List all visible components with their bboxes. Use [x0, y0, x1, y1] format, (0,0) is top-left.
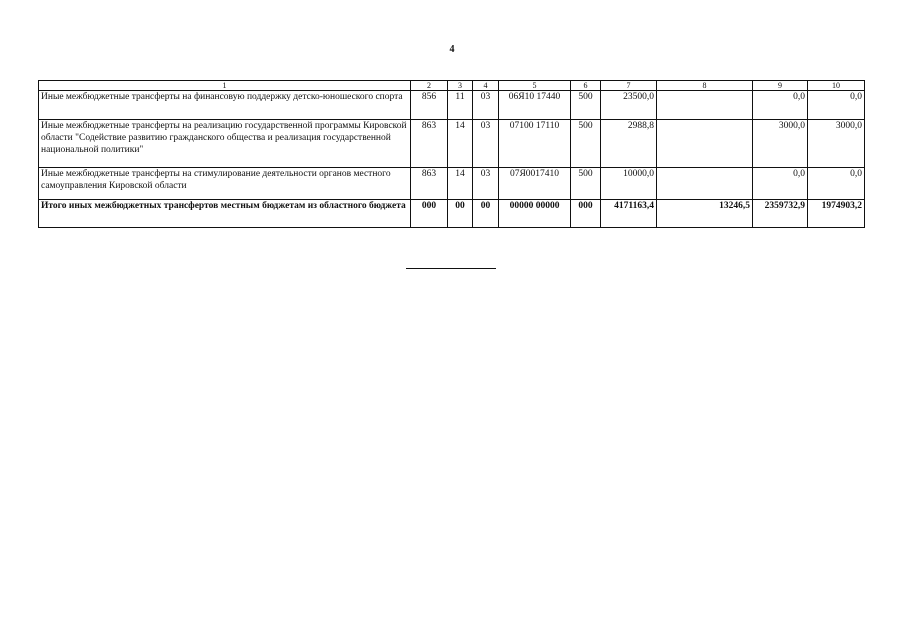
- admin-code: 863: [411, 168, 448, 200]
- row-name: Иные межбюджетные трансферты на стимулирование деятельности органов местного самоуправления Кировской области: [39, 168, 411, 200]
- amount-col-8: [657, 91, 753, 120]
- admin-code: 856: [411, 91, 448, 120]
- total-amount-col-10: 1974903,2: [808, 200, 865, 228]
- amount-col-10: 0,0: [808, 168, 865, 200]
- column-header-2: 2: [411, 81, 448, 91]
- amount-col-8: [657, 120, 753, 168]
- column-header-10: 10: [808, 81, 865, 91]
- column-header-6: 6: [571, 81, 601, 91]
- section-code: 14: [448, 120, 473, 168]
- column-header-8: 8: [657, 81, 753, 91]
- section-code: 11: [448, 91, 473, 120]
- amount-col-8: [657, 168, 753, 200]
- amount-col-7: 2988,8: [601, 120, 657, 168]
- target-article-code: 07100 17110: [499, 120, 571, 168]
- amount-col-9: 0,0: [753, 168, 808, 200]
- expense-type-code: 500: [571, 91, 601, 120]
- amount-col-10: 3000,0: [808, 120, 865, 168]
- amount-col-9: 3000,0: [753, 120, 808, 168]
- total-amount-col-7: 4171163,4: [601, 200, 657, 228]
- target-article-code: 07Я0017410: [499, 168, 571, 200]
- section-code: 14: [448, 168, 473, 200]
- total-name: Итого иных межбюджетных трансфертов местным бюджетам из областного бюджета: [39, 200, 411, 228]
- amount-col-10: 0,0: [808, 91, 865, 120]
- total-subsection-code: 00: [473, 200, 499, 228]
- total-admin-code: 000: [411, 200, 448, 228]
- table-row: [39, 120, 865, 168]
- amount-col-7: 23500,0: [601, 91, 657, 120]
- column-header-9: 9: [753, 81, 808, 91]
- total-expense-type-code: 000: [571, 200, 601, 228]
- column-header-4: 4: [473, 81, 499, 91]
- table-row: [39, 168, 865, 200]
- row-name: Иные межбюджетные трансферты на реализацию государственной программы Кировской области "Содействие развитию гражданского общества и реализация государственной национальной политики": [39, 120, 411, 168]
- transfers-table: [38, 80, 865, 228]
- expense-type-code: 500: [571, 168, 601, 200]
- column-header-5: 5: [499, 81, 571, 91]
- expense-type-code: 500: [571, 120, 601, 168]
- column-header-1: 1: [39, 81, 411, 91]
- amount-col-7: 10000,0: [601, 168, 657, 200]
- separator-line: [406, 268, 496, 269]
- total-amount-col-8: 13246,5: [657, 200, 753, 228]
- subsection-code: 03: [473, 120, 499, 168]
- target-article-code: 06Я10 17440: [499, 91, 571, 120]
- subsection-code: 03: [473, 168, 499, 200]
- column-header-7: 7: [601, 81, 657, 91]
- total-target-article-code: 00000 00000: [499, 200, 571, 228]
- total-row: [39, 200, 865, 228]
- column-number-row: [39, 81, 865, 91]
- amount-col-9: 0,0: [753, 91, 808, 120]
- row-name: Иные межбюджетные трансферты на финансовую поддержку детско-юношеского спорта: [39, 91, 411, 120]
- table-row: [39, 91, 865, 120]
- subsection-code: 03: [473, 91, 499, 120]
- page-number: 4: [449, 44, 455, 55]
- column-header-3: 3: [448, 81, 473, 91]
- total-section-code: 00: [448, 200, 473, 228]
- total-amount-col-9: 2359732,9: [753, 200, 808, 228]
- admin-code: 863: [411, 120, 448, 168]
